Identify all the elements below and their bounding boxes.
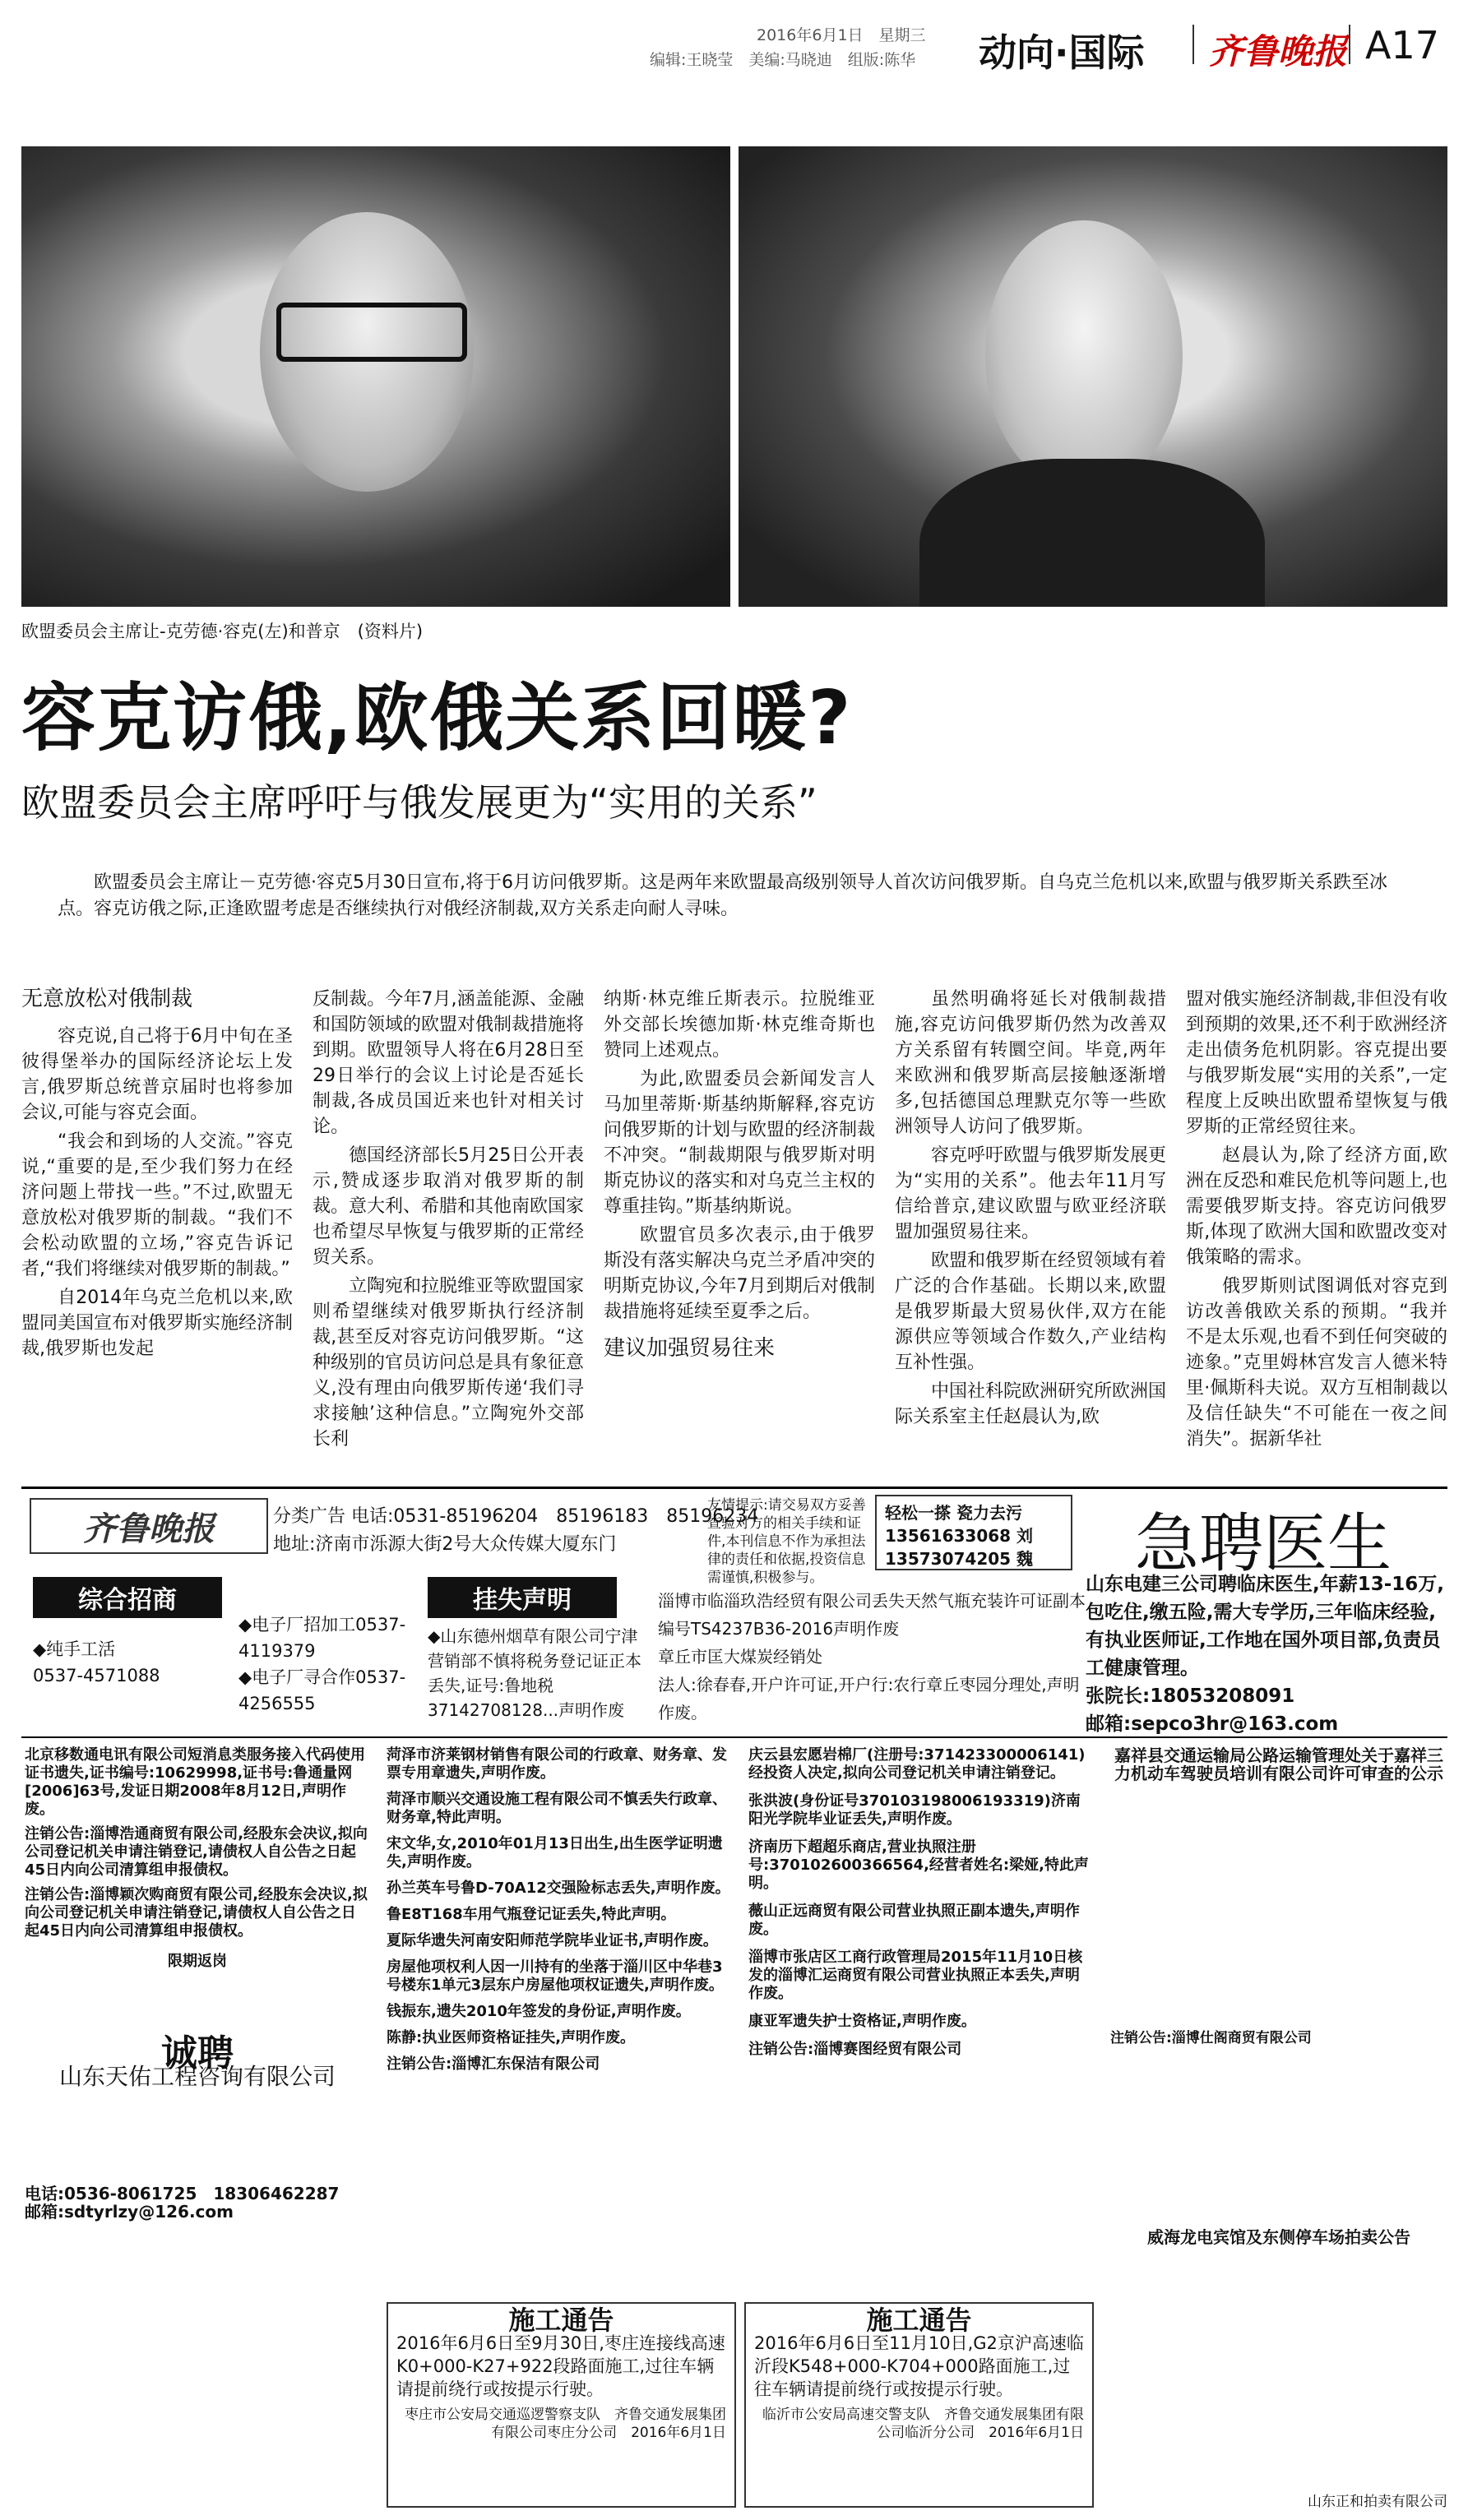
- putin-photo: [739, 146, 1447, 607]
- classified-column-1: 北京移数通电讯有限公司短消息类服务接入代码使用证书遗失,证书编号:10629998,证书号:鲁通量网[2006]63号,发证日期2008年8月12日,声明作废。 注销公告:淄博浩通商贸有限公司,经股东会决议,拟向公司登记机关申请注销登记,请债权人自公告之日起45日内向公司清算组申报债权。 注销公告:淄博颖次购商贸有限公司,经股东会决议,拟向公司登记机关申请注销登记,请债权人自公告之日起45日内向公司清算组申报债权。 限期返岗 诚聘 山东天佑工程咨询有限公司 电话:0536-8061725 18306462287 邮箱:sdtyrlzy@126.com: [25, 1746, 368, 2222]
- hiring-ad: 山东电建三公司聘临床医生,年薪13-16万,包吃住,缴五险,需大专学历,三年临床经验,有执业医师证,工作地在国外项目部,负责员工健康管理。 张院长:18053208091 邮箱:sepco3hr@163.com: [1086, 1574, 1445, 1735]
- classified-item: ◆纯手工活 0537-4571088: [33, 1639, 160, 1685]
- header-divider: [1349, 25, 1350, 64]
- hiring-title: 急聘医生: [1135, 1507, 1392, 1581]
- juncker-photo: [21, 146, 730, 607]
- section-heading: 无意放松对俄制裁: [21, 987, 193, 1011]
- article-column-2: 反制裁。今年7月,涵盖能源、金融和国防领域的欧盟对俄制裁措施将到期。欧盟领导人将在6月28日至29日举行的会议上讨论是否延长制裁,各成员国近来也针对相关讨论。 德国经济部长5月25日公开表示,赞成逐步取消对俄罗斯的制裁。意大利、希腊和其他南欧国家也希望尽早恢复与俄罗斯的正常经贸关系。 立陶宛和拉脱维亚等欧盟国家则希望继续对俄罗斯执行经济制裁,甚至反对容克访问俄罗斯。“这种级别的官员访问总是具有象征意义,没有理由向俄罗斯传递‘我们寻求接触’这种信息。”立陶宛外交部长利: [313, 989, 585, 1450]
- section-heading: 建议加强贸易往来: [604, 1336, 776, 1361]
- section-title: 动向·国际: [979, 30, 1145, 75]
- subheadline: 欧盟委员会主席呼吁与俄发展更为“实用的关系”: [21, 780, 817, 825]
- header-divider: [1192, 25, 1194, 64]
- construction-notice: 施工通告 2016年6月6日至11月10日,G2京沪高速临沂段K548+000-K704+000路面施工,过往车辆请提前绕行或按提示行驶。 临沂市公安局高速交警支队 齐鲁交通发展集团有限公司临沂分公司 2016年6月1日: [744, 2302, 1094, 2508]
- ads-logo: 齐鲁晚报: [30, 1498, 268, 1554]
- classified-item: ◆山东德州烟草有限公司宁津营销部不慎将税务登记证正本丢失,证号:鲁地税37142708128...声明作废: [428, 1626, 641, 1720]
- headline: 容克访俄,欧俄关系回暖?: [21, 675, 853, 761]
- article-column-1: 无意放松对俄制裁 容克说,自己将于6月中旬在圣彼得堡举办的国际经济论坛上发言,俄罗斯总统普京届时也将参加会议,可能与容克会面。 “我会和到场的人交流。”容克说,“重要的是,至少我们努力在经济问题上带找一些。”不过,欧盟无意放松对俄罗斯的制裁。“我们不会松动欧盟的立场,”容克告诉记者,“我们将继续对俄罗斯的制裁。” 自2014年乌克兰危机以来,欧盟同美国宣布对俄罗斯实施经济制裁,俄罗斯也发起: [21, 987, 294, 1359]
- classified-item: 淄博市临淄玖浩经贸有限公司丢失天然气瓶充装许可证副本编号TS4237B36-2016声明作废 章丘市匡大煤炭经销处 法人:徐春春,开户许可证,开户行:农行章丘枣园分理处,声明作废。: [658, 1591, 1086, 1722]
- page-number: A17: [1365, 23, 1440, 67]
- photo-caption: 欧盟委员会主席让-克劳德·容克(左)和普京 (资料片): [21, 622, 424, 641]
- classified-column-2: 菏泽市济莱钢材销售有限公司的行政章、财务章、发票专用章遗失,声明作废。 菏泽市顺兴交通设施工程有限公司不慎丢失行政章、财务章,特此声明。 宋文华,女,2010年01月13日出生,出生医学证明遗失,声明作废。 孙兰英车号鲁D-70A12交强险标志丢失,声明作废。 鲁E8T168车用气瓶登记证丢失,特此声明。 夏际华遗失河南安阳师范学院毕业证书,声明作废。 房屋他项权利人因一川持有的坐落于淄川区中华巷3号楼东1单元3层东户房屋他项权证遗失,声明作废。 钱振东,遗失2010年签发的身份证,声明作废。 陈静:执业医师资格证挂失,声明作废。 注销公告:淄博汇东保洁有限公司: [387, 1746, 730, 2073]
- category-tag: 综合招商: [33, 1577, 222, 1618]
- section-divider: [21, 1487, 1447, 1489]
- category-tag: 挂失声明: [428, 1577, 617, 1618]
- issue-date: 2016年6月1日 星期三: [757, 26, 926, 44]
- construction-notice: 施工通告 2016年6月6日至9月30日,枣庄连接线高速K0+000-K27+922段路面施工,过往车辆请提前绕行或按提示行驶。 枣庄市公安局交通巡逻警察支队 齐鲁交通发展集团有限公司枣庄分公司 2016年6月1日: [387, 2302, 736, 2508]
- section-divider: [21, 1736, 1447, 1738]
- classified-item: ◆电子厂招加工0537-4119379 ◆电子厂寻合作0537-4256555: [238, 1615, 406, 1713]
- classified-column-3: 庆云县宏愿岩棉厂(注册号:371423300006141)经投资人决定,拟向公司登记机关申请注销登记。 张洪波(身份证号370103198006193319)济南阳光学院毕业证丢失,声明作废。 济南历下超超乐商店,营业执照注册号:370102600366564,经营者姓名:梁娅,特此声明。 薇山正远商贸有限公司营业执照正副本遗失,声明作废。 淄博市张店区工商行政管理局2015年11月10日核发的淄博汇运商贸有限公司营业执照正本丢失,声明作废。 康亚军遗失护士资格证,声明作废。 注销公告:淄博赛图经贸有限公司: [748, 1746, 1089, 2058]
- ads-contact: 分类广告 电话:0531-85196204 85196183 85196234 地址:济南市泺源大街2号大众传媒大厦东门: [273, 1506, 759, 1555]
- tiles-ad: 轻松一搽 瓷力去污 13561633068 刘 13573074205 魏: [875, 1495, 1072, 1570]
- editor-credits: 编辑:王晓莹 美编:马晓迪 组版:陈华: [650, 51, 916, 69]
- article-column-5: 盟对俄实施经济制裁,非但没有收到预期的效果,还不利于欧洲经济走出债务危机阴影。容克提出要与俄罗斯发展“实用的关系”,一定程度上反映出欧盟希望恢复与俄罗斯的正常经贸往来。 赵晨认为,除了经济方面,欧洲在反恐和难民危机等问题上,也需要俄罗斯支持。容克访问俄罗斯,体现了欧洲大国和欧盟改变对俄策略的需求。 俄罗斯则试图调低对容克到访改善俄欧关系的预期。“我并不是太乐观,也看不到任何突破的迹象。”克里姆林宫发言人德米特里·佩斯科夫说。双方互相制裁以及信任缺失“不可能在一夜之间消失”。据新华社: [1186, 989, 1447, 1450]
- article-column-3: 纳斯·林克维丘斯表示。拉脱维亚外交部长埃德加斯·林克维奇斯也赞同上述观点。 为此,欧盟委员会新闻发言人马加里蒂斯·斯基纳斯解释,容克访问俄罗斯的计划与欧盟的经济制裁不冲突。“制裁期限与俄罗斯对明斯克协议的落实和对乌克兰主权的尊重挂钩。”斯基纳斯说。 欧盟官员多次表示,由于俄罗斯没有落实解决乌克兰矛盾冲突的明斯克协议,今年7月到期后对俄制裁措施将延续至夏季之后。 建议加强贸易往来: [604, 989, 876, 1361]
- newspaper-logo: 齐鲁晚报: [1209, 31, 1348, 72]
- friendly-tip: 友情提示:请交易双方妥善查验对方的相关手续和证件,本刊信息不作为承担法律的责任和依据,投资信息需谨慎,积极参与。: [707, 1497, 866, 1586]
- classified-column-4: 嘉祥县交通运输局公路运输管理处关于嘉祥三力机动车驾驶员培训有限公司许可审查的公示 注销公告:淄博仕阁商贸有限公司 威海龙电宾馆及东侧停车场拍卖公告 山东正和拍卖有限公司: [1110, 1746, 1447, 2510]
- article-column-4: 虽然明确将延长对俄制裁措施,容克访问俄罗斯仍然为改善双方关系留有转圜空间。毕竟,两年来欧洲和俄罗斯高层接触逐渐增多,包括德国总理默克尔等一些欧洲领导人访问了俄罗斯。 容克呼吁欧盟与俄罗斯发展更为“实用的关系”。他去年11月写信给普京,建议欧盟与欧亚经济联盟加强贸易往来。 欧盟和俄罗斯在经贸领域有着广泛的合作基础。长期以来,欧盟是俄罗斯最大贸易伙伴,双方在能源供应等领域合作数久,产业结构互补性强。 中国社科院欧洲研究所欧洲国际关系室主任赵晨认为,欧: [895, 989, 1167, 1427]
- lead-photo: [21, 146, 1447, 607]
- lead-paragraph: 欧盟委员会主席让－克劳德·容克5月30日宣布,将于6月访问俄罗斯。这是两年来欧盟最高级别领导人首次访问俄罗斯。自乌克兰危机以来,欧盟与俄罗斯关系跌至冰点。容克访俄之际,正逢欧盟考虑是否继续执行对俄经济制裁,双方关系走向耐人寻味。: [58, 872, 1387, 919]
